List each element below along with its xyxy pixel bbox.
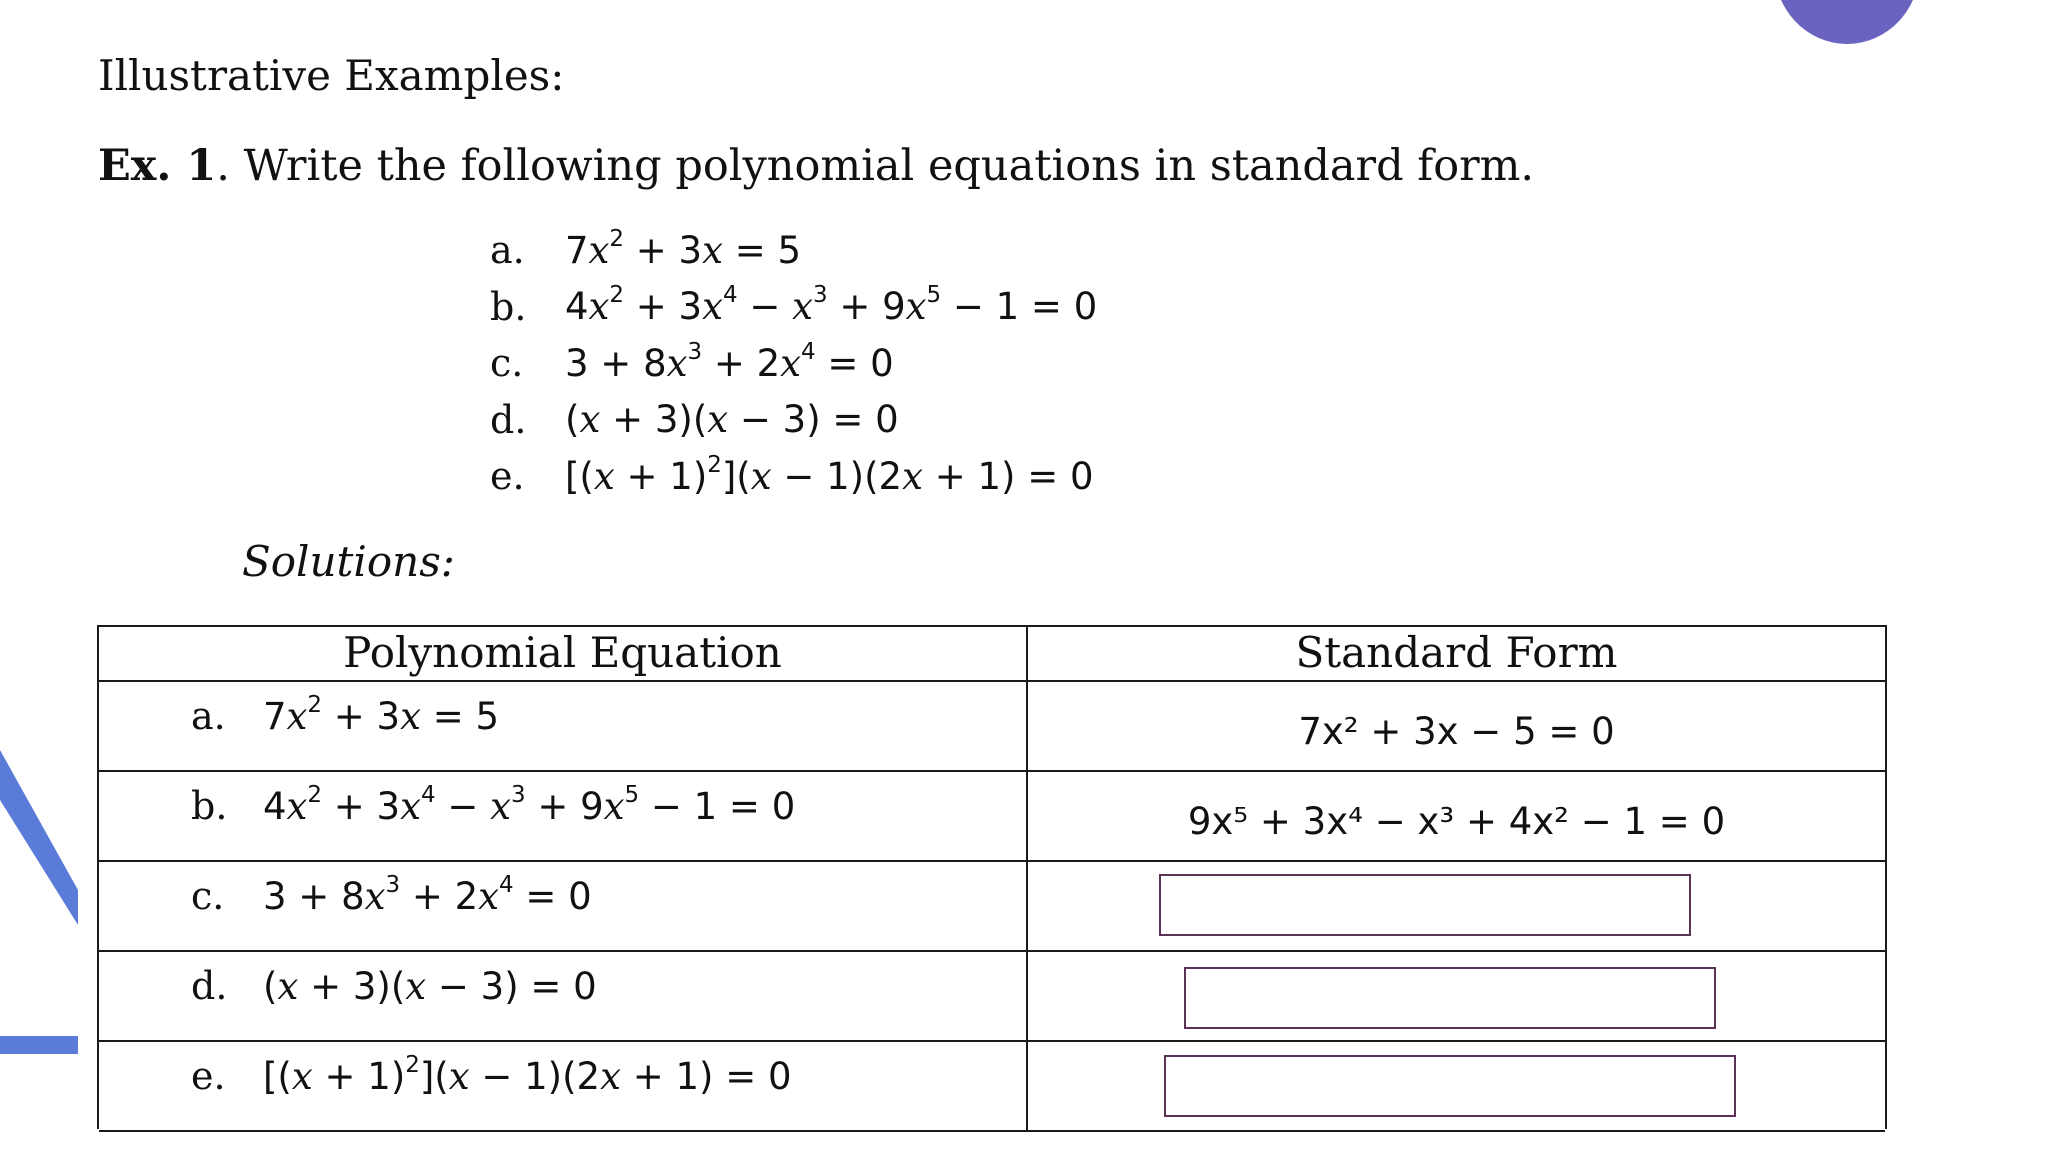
equation-expression: $3 + 8x^3 + 2x^4 = 0$ xyxy=(565,338,894,385)
exercise-instruction xyxy=(98,138,1534,194)
decorative-circle xyxy=(1774,0,1920,44)
row-equation-expression: $7x^2 + 3x = 5$ xyxy=(263,691,500,738)
solutions-label: Solutions: xyxy=(242,537,455,586)
row-letter: d. xyxy=(191,964,228,1008)
equation-letter: c. xyxy=(490,341,524,386)
equation-c xyxy=(490,335,1097,392)
answer-box-e[interactable] xyxy=(1164,1055,1736,1117)
row-equation-expression: $4x^2 + 3x^4 - x^3 + 9x^5 - 1 = 0$ xyxy=(263,781,796,828)
equation-letter: a. xyxy=(490,228,525,273)
row-equation xyxy=(191,778,795,834)
exercise-label: Ex. 1 xyxy=(98,141,217,191)
standard-form-answer: 9x⁵ + 3x⁴ − x³ + 4x² − 1 = 0 xyxy=(1187,800,1726,843)
row-equation xyxy=(191,868,592,924)
row-equation-expression: $[(x + 1)^2](x - 1)(2x + 1) = 0$ xyxy=(263,1051,792,1098)
row-equation-expression: $3 + 8x^3 + 2x^4 = 0$ xyxy=(263,871,592,918)
row-letter: c. xyxy=(191,874,225,918)
equation-letter: e. xyxy=(490,454,525,499)
equation-expression: $4x^2 + 3x^4 - x^3 + 9x^5 - 1 = 0$ xyxy=(565,282,1098,329)
equation-expression: $[(x + 1)^2](x - 1)(2x + 1) = 0$ xyxy=(565,451,1094,498)
column-header-standard-form: Standard Form xyxy=(1295,628,1618,677)
row-equation xyxy=(191,1048,792,1104)
equation-d xyxy=(490,392,1097,449)
decorative-triangle xyxy=(0,740,80,1060)
answer-box-d[interactable] xyxy=(1184,967,1716,1029)
equation-expression: (x + 3)(x − 3) = 0 xyxy=(565,398,899,442)
instruction-text: . Write the following polynomial equations in standard form. xyxy=(216,141,1535,191)
standard-form-answer: 7x² + 3x − 5 = 0 xyxy=(1298,710,1615,753)
column-header-equation: Polynomial Equation xyxy=(343,628,782,677)
table-row xyxy=(99,862,1885,952)
row-equation-expression: (x + 3)(x − 3) = 0 xyxy=(263,964,597,1008)
row-letter: e. xyxy=(191,1054,226,1098)
equation-b xyxy=(490,279,1097,336)
table-row xyxy=(99,952,1885,1042)
equation-expression: $7x^2 + 3x = 5$ xyxy=(565,225,802,272)
row-equation xyxy=(191,958,597,1014)
row-letter: a. xyxy=(191,694,226,738)
equation-a xyxy=(490,222,1097,279)
solutions-table xyxy=(97,625,1887,1129)
table-header-row xyxy=(99,627,1885,682)
table-row xyxy=(99,1042,1885,1132)
equation-letter: d. xyxy=(490,397,527,442)
row-equation xyxy=(191,688,499,744)
section-heading: Illustrative Examples: xyxy=(98,51,565,100)
answer-box-c[interactable] xyxy=(1159,874,1691,936)
row-letter: b. xyxy=(191,784,228,828)
table-row xyxy=(99,682,1885,772)
table-row xyxy=(99,772,1885,862)
equation-letter: b. xyxy=(490,284,527,329)
equation-e xyxy=(490,448,1097,505)
equation-list xyxy=(490,222,1097,505)
